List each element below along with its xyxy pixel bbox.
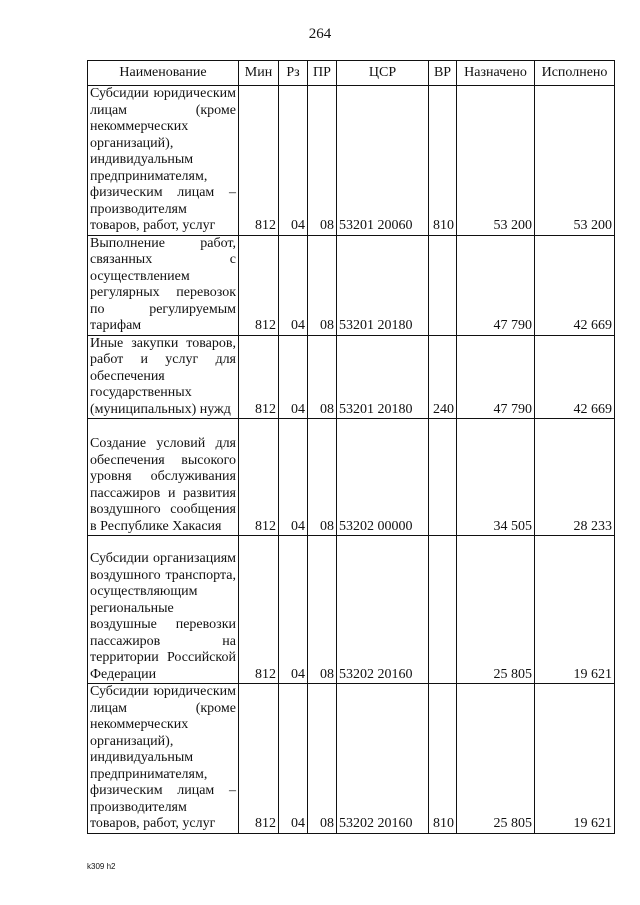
header-csr: ЦСР	[337, 61, 429, 86]
row-csr: 53202 20160	[337, 684, 429, 834]
row-vr	[429, 235, 457, 335]
row-assigned: 47 790	[457, 235, 535, 335]
row-executed: 19 621	[535, 684, 615, 834]
row-min: 812	[239, 335, 279, 419]
table-row	[88, 86, 615, 236]
row-pr: 08	[308, 235, 337, 335]
row-pr: 08	[308, 419, 337, 536]
row-rz: 04	[279, 684, 308, 834]
row-csr: 53201 20180	[337, 335, 429, 419]
footer-code: k309 h2	[87, 862, 116, 871]
table-row	[88, 419, 615, 536]
row-assigned: 47 790	[457, 335, 535, 419]
row-assigned: 53 200	[457, 86, 535, 236]
row-executed: 42 669	[535, 235, 615, 335]
row-pr: 08	[308, 684, 337, 834]
table-row	[88, 536, 615, 684]
header-pr: ПР	[308, 61, 337, 86]
row-min: 812	[239, 419, 279, 536]
row-vr: 810	[429, 86, 457, 236]
row-csr: 53202 00000	[337, 419, 429, 536]
row-min: 812	[239, 536, 279, 684]
row-rz: 04	[279, 335, 308, 419]
row-vr	[429, 536, 457, 684]
header-min: Мин	[239, 61, 279, 86]
row-min: 812	[239, 684, 279, 834]
row-assigned: 25 805	[457, 536, 535, 684]
row-pr: 08	[308, 86, 337, 236]
row-csr: 53201 20060	[337, 86, 429, 236]
row-assigned: 34 505	[457, 419, 535, 536]
row-min: 812	[239, 235, 279, 335]
table-row	[88, 235, 615, 335]
row-executed: 42 669	[535, 335, 615, 419]
row-vr	[429, 419, 457, 536]
header-assigned: Назначено	[457, 61, 535, 86]
table-header-row	[88, 61, 615, 86]
header-name: Наименование	[88, 61, 239, 86]
table-row	[88, 335, 615, 419]
row-executed: 19 621	[535, 536, 615, 684]
row-vr: 810	[429, 684, 457, 834]
row-name: Субсидии юридическим лицам (кроме некоммерческих организаций), индивидуальным предпринимателям, физическим лицам – производителям товаров, работ, услуг	[88, 86, 239, 236]
row-vr: 240	[429, 335, 457, 419]
row-pr: 08	[308, 335, 337, 419]
budget-table	[87, 60, 615, 834]
row-rz: 04	[279, 536, 308, 684]
row-name: Выполнение работ, связанных с осуществлением регулярных перевозок по регулируемым тарифам	[88, 235, 239, 335]
row-rz: 04	[279, 235, 308, 335]
row-pr: 08	[308, 536, 337, 684]
row-name: Субсидии юридическим лицам (кроме некоммерческих организаций), индивидуальным предпринимателям, физическим лицам – производителям товаров, работ, услуг	[88, 684, 239, 834]
row-executed: 53 200	[535, 86, 615, 236]
row-name: Субсидии организациям воздушного транспорта, осуществляющим региональные воздушные перевозки пассажиров на территории Российской Федерации	[88, 536, 239, 684]
row-name: Иные закупки товаров, работ и услуг для обеспечения государственных (муниципальных) нужд	[88, 335, 239, 419]
header-vr: ВР	[429, 61, 457, 86]
row-executed: 28 233	[535, 419, 615, 536]
row-assigned: 25 805	[457, 684, 535, 834]
row-rz: 04	[279, 86, 308, 236]
row-rz: 04	[279, 419, 308, 536]
row-csr: 53202 20160	[337, 536, 429, 684]
page-number: 264	[308, 26, 332, 42]
row-csr: 53201 20180	[337, 235, 429, 335]
header-executed: Исполнено	[535, 61, 615, 86]
table-row	[88, 684, 615, 834]
row-min: 812	[239, 86, 279, 236]
row-name: Создание условий для обеспечения высокого уровня обслуживания пассажиров и развития воздушного сообщения в Республике Хакасия	[88, 419, 239, 536]
header-rz: Рз	[279, 61, 308, 86]
